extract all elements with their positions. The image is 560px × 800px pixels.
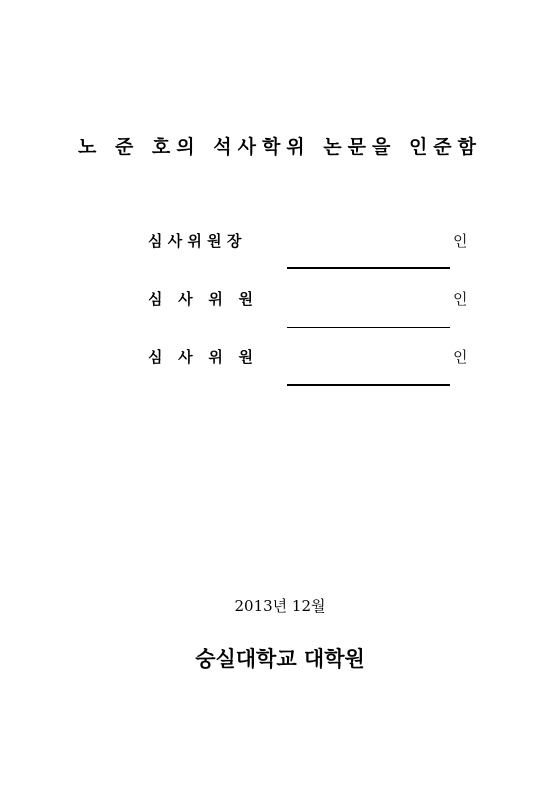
signature-line bbox=[287, 384, 450, 386]
committee-row-member-1 bbox=[0, 289, 560, 329]
signature-line bbox=[287, 327, 450, 328]
seal-mark: 인 bbox=[453, 290, 468, 308]
institution-name: 숭실대학교 대학원 bbox=[195, 647, 365, 671]
committee-role-label: 심 사 위 원 bbox=[148, 348, 253, 366]
committee-role-label: 심 사 위 원 bbox=[148, 290, 253, 308]
committee-row-member-2 bbox=[0, 347, 560, 387]
approval-date: 2013년 12월 bbox=[234, 597, 326, 615]
seal-mark: 인 bbox=[453, 348, 468, 366]
seal-mark: 인 bbox=[453, 232, 468, 250]
committee-row-chair bbox=[0, 231, 560, 271]
committee-role-label: 심 사 위 원 장 bbox=[148, 232, 242, 250]
signature-line bbox=[287, 267, 450, 269]
approval-title: 노 준 호의 석사학위 논문을 인준함 bbox=[77, 136, 483, 158]
